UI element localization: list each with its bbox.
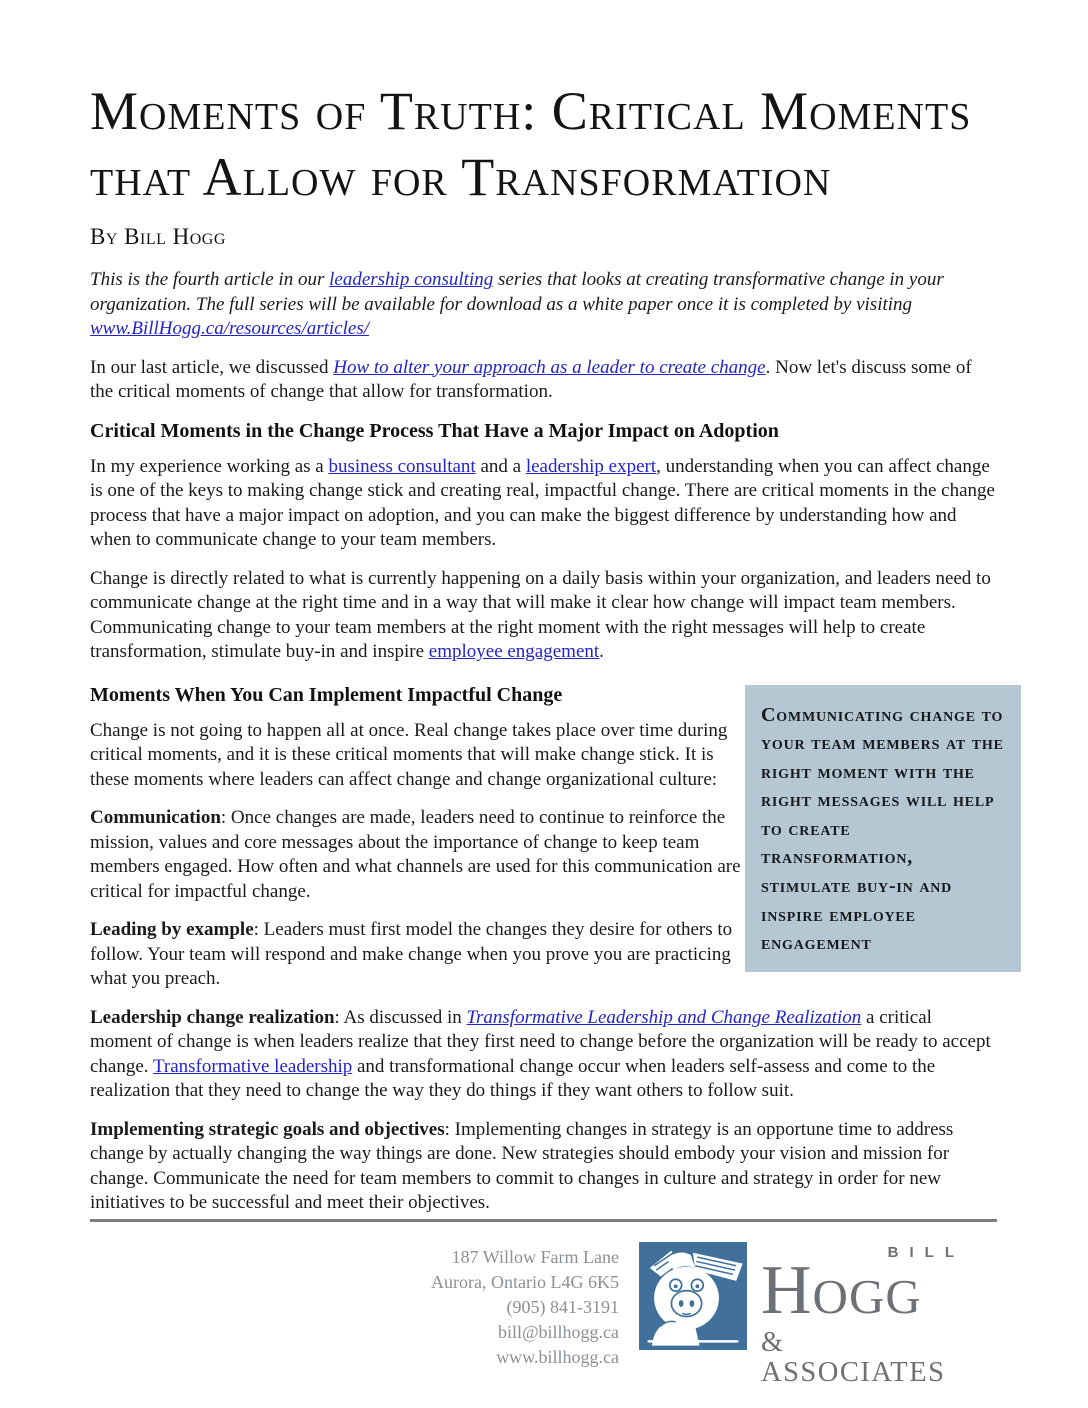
text-segment: Leadership change realization [90,1006,335,1028]
text-segment: . Now let's discuss some of the critical moments of change that allow for transformation. [90,356,972,402]
pullquote-column [745,679,1021,972]
text-segment: In our last article, we discussed [90,356,334,378]
heading-critical-moments: Critical Moments in the Change Process That Have a Major Impact on Adoption [90,419,779,442]
inline-link[interactable]: How to alter your approach as a leader to create change [333,356,766,378]
paragraph-change-realization [90,1006,998,1104]
text-segment: This is the fourth article in our [90,269,330,290]
article-byline: By Bill Hogg [90,224,226,249]
paragraph-leading-by-example [90,918,745,992]
two-column-section [90,679,1004,1006]
inline-link[interactable]: leadership consulting [329,269,494,290]
inline-link[interactable]: Transformative Leadership and Change Realization [466,1006,862,1028]
text-segment: Leading by example [90,919,254,940]
article-title-line1: Moments of Truth: Critical Moments [90,81,972,141]
website-url[interactable]: www.billhogg.ca [496,1347,619,1367]
text-segment: In my experience working as a [90,455,329,477]
article-title-line2: that Allow for Transformation [90,147,832,207]
logo-hogg-text: Hogg [761,1252,922,1329]
phone-number: (905) 841-3191 [506,1297,619,1317]
inline-link[interactable]: www.BillHogg.ca/resources/articles/ [90,318,369,339]
paragraph-last-article [90,356,998,405]
logo-associates-text: & ASSOCIATES [761,1327,946,1388]
text-segment: : Once changes are made, leaders need to continue to reinforce the mission, values and core messages about the importance of change to keep team members engaged. How often and what channels are used for this communication are critical for impactful change. [90,807,741,902]
intro-paragraph [90,268,998,342]
inline-link[interactable]: Transformative leadership [152,1055,353,1077]
paragraph-directly-related [90,567,998,665]
paragraph-implementing-goals [90,1118,998,1216]
paragraph-not-all-at-once [90,719,745,793]
text-segment: Communication [90,807,221,828]
paragraph-experience [90,455,998,553]
text-segment: : Implementing changes in strategy is an opportune time to address change by actually changing the way things are done. New strategies should embody your vision and mission for change. Communicate the need for team members to commit to changes in culture and strategy in order for new initiatives to be successful and meet their objectives. [90,1118,954,1213]
contact-address [431,1242,619,1370]
logo-bill-text: BILL [887,1244,965,1261]
address-line: 187 Willow Farm Lane [451,1247,619,1267]
text-segment: and a [475,455,526,477]
text-column [90,679,745,1006]
address-line: Aurora, Ontario L4G 6K5 [431,1272,619,1292]
text-segment: series that looks at creating transformative change in your organization. The full series will be available for download as a white paper once it is completed by visiting [90,269,944,315]
footer-divider [90,1219,997,1222]
article-title [90,78,998,210]
heading-moments-impactful: Moments When You Can Implement Impactful Change [90,683,563,706]
bill-hogg-logo [639,1242,967,1388]
inline-link[interactable]: leadership expert [525,455,657,477]
text-segment: Implementing strategic goals and objectives [90,1118,445,1140]
logo-wordmark [761,1242,967,1388]
text-segment: Change is not going to happen all at once. Real change takes place over time during critical moments, and it is these critical moments that will make change stick. It is these moments where leaders can affect change and change organizational culture: [90,719,728,790]
text-segment: and transformational change occur when leaders self-assess and come to the realization that they need to change the way they do things if they want others to follow suit. [90,1055,936,1101]
text-segment: . [599,641,604,662]
footer [431,1242,967,1388]
text-segment: Change is directly related to what is currently happening on a daily basis within your organization, and leaders need to communicate change at the right time and in a way that will make it clear how change will impact team members. Communicating change to your team members at the right moment with the right messages will help to create transformation, stimulate buy-in and inspire [90,567,991,662]
text-segment: : Leaders must first model the changes they desire for others to follow. Your team will respond and make change when you prove you are practicing what you preach. [90,919,733,989]
email-address[interactable]: bill@billhogg.ca [497,1322,619,1342]
text-segment: : As discussed in [334,1006,467,1028]
text-segment: a critical moment of change is when leaders realize that they first need to change before the organization will be ready to accept change. [90,1006,991,1077]
hogg-pig-icon [639,1242,747,1350]
inline-link[interactable]: business consultant [328,455,476,477]
paragraph-communication [90,806,745,904]
text-segment: , understanding when you can affect change is one of the keys to making change stick and creating real, impactful change. There are critical moments in the change process that have a major impact on adoption, and you can make the biggest difference by understanding how and when to communicate change to your team members. [90,455,995,550]
pullquote-box: Communicating change to your team members at the right moment with the right messages will help to create transformation, stimulate buy-in and inspire employee engagement [745,685,1021,972]
inline-link[interactable]: employee engagement [428,641,600,662]
